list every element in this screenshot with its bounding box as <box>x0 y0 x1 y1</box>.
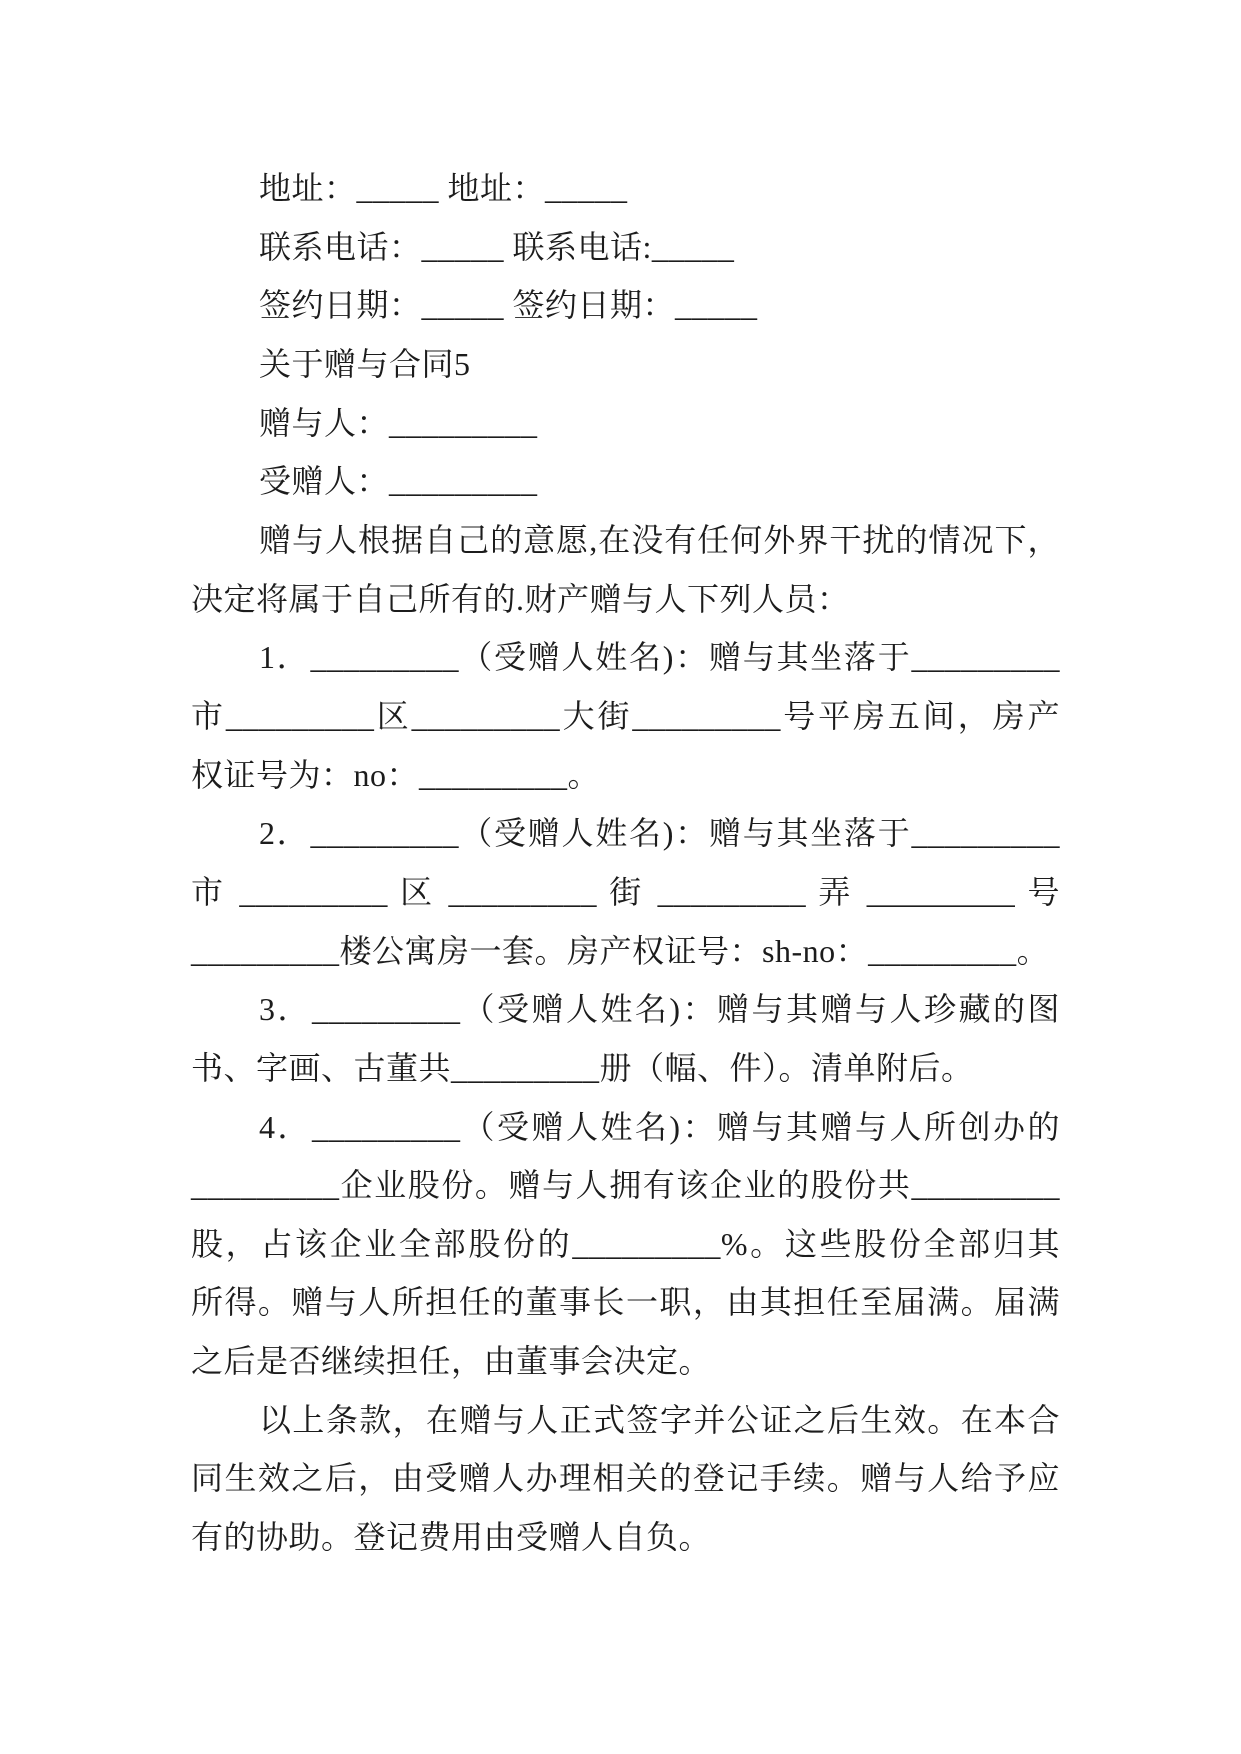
paragraph-line: _________企业股份。赠与人拥有该企业的股份共_________ <box>191 1167 1060 1204</box>
paragraph-line: 同生效之后，由受赠人办理相关的登记手续。赠与人给予应 <box>191 1460 1060 1497</box>
paragraph-effectiveness <box>191 1391 1060 1567</box>
document-body <box>191 159 1060 1567</box>
paragraph-item-1 <box>191 628 1060 804</box>
address-line: 地址：_____ 地址：_____ <box>259 170 628 206</box>
paragraph-line: 书、字画、古董共_________册（幅、件）。清单附后。 <box>191 1049 974 1086</box>
paragraph-line: 2．_________（受赠人姓名)：赠与其坐落于_________ <box>259 815 1060 852</box>
paragraph-line: 4．_________（受赠人姓名)：赠与其赠与人所创办的 <box>259 1108 1060 1145</box>
paragraph-line: 以上条款，在赠与人正式签字并公证之后生效。在本合 <box>259 1401 1060 1438</box>
paragraph-line: 3．_________（受赠人姓名)：赠与其赠与人珍藏的图 <box>259 991 1060 1028</box>
paragraph-line: 权证号为：no：_________。 <box>191 756 601 793</box>
paragraph-line: 决定将属于自己所有的.财产赠与人下列人员： <box>191 580 850 617</box>
phone-line: 联系电话：_____ 联系电话:_____ <box>259 228 735 265</box>
paragraph-item-3 <box>191 980 1060 1097</box>
paragraph-line: 1．_________（受赠人姓名)：赠与其坐落于_________ <box>259 639 1060 676</box>
paragraph-line: 市 _________ 区 _________ 街 _________ 弄 _________ 号 <box>191 873 1060 910</box>
paragraph-line: 有的协助。登记费用由受赠人自负。 <box>191 1519 712 1556</box>
paragraph-line: 赠与人根据自己的意愿,在没有任何外界干扰的情况下， <box>259 521 1060 558</box>
paragraph-item-2 <box>191 804 1060 980</box>
paragraph-intro <box>191 511 1060 628</box>
paragraph-line: 市_________区_________大街_________号平房五间，房产 <box>191 697 1060 734</box>
sign-date-line: 签约日期：_____ 签约日期：_____ <box>259 287 758 324</box>
paragraph-line: 之后是否继续担任，由董事会决定。 <box>191 1343 712 1380</box>
paragraph-line: 所得。赠与人所担任的董事长一职，由其担任至届满。届满 <box>191 1284 1060 1321</box>
donor-line: 赠与人：_________ <box>259 404 538 441</box>
paragraph-line: _________楼公寓房一套。房产权证号：sh-no：_________。 <box>191 932 1050 969</box>
paragraph-item-4 <box>191 1098 1060 1391</box>
paragraph-line: 股，占该企业全部股份的_________%。这些股份全部归其 <box>191 1225 1060 1262</box>
contract-title: 关于赠与合同5 <box>259 345 471 382</box>
donee-line: 受赠人：_________ <box>259 463 538 500</box>
